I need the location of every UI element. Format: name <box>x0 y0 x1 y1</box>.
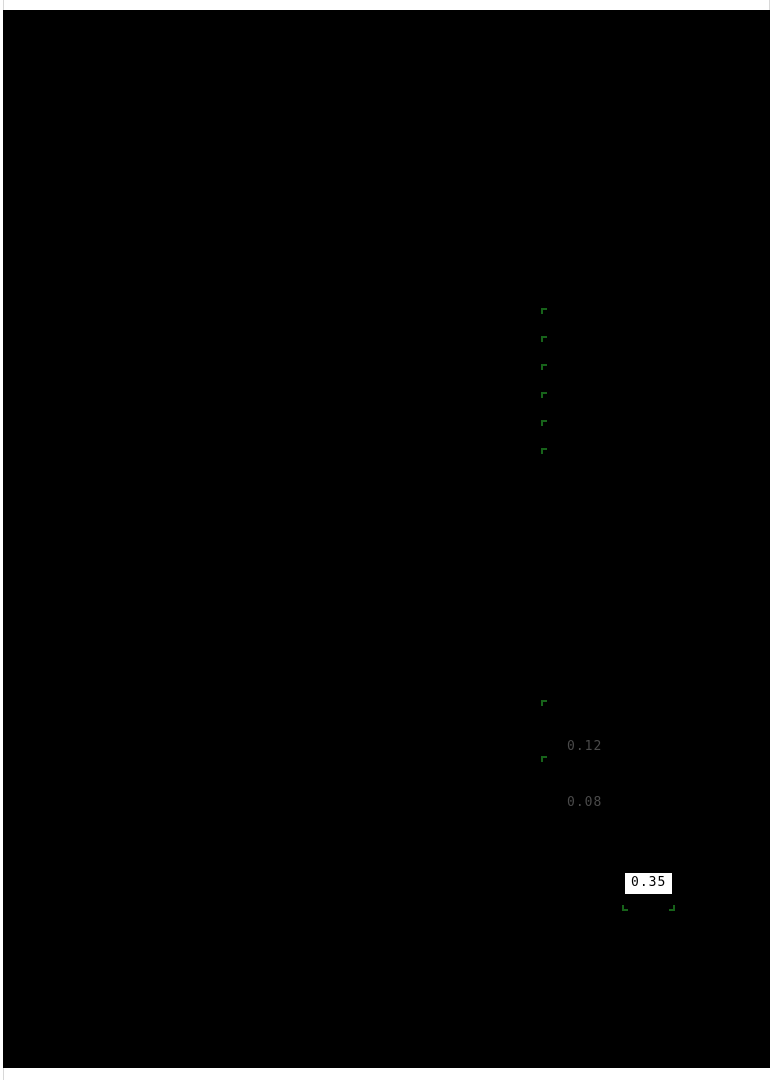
row-marker-4[interactable] <box>541 392 549 400</box>
row-marker-3[interactable] <box>541 364 549 372</box>
selection-corner-bottom-left <box>622 903 630 911</box>
row-marker-2[interactable] <box>541 336 549 344</box>
value-readout-2[interactable]: 0.08 <box>567 795 603 810</box>
value-readout-1[interactable]: 0.12 <box>567 739 603 754</box>
window-frame-top <box>0 0 773 10</box>
application-canvas[interactable] <box>3 10 770 1068</box>
row-marker-6[interactable] <box>541 448 549 456</box>
row-marker-1[interactable] <box>541 308 549 316</box>
row-marker-7[interactable] <box>541 700 549 708</box>
window-frame-bottom <box>0 1068 773 1080</box>
row-marker-5[interactable] <box>541 420 549 428</box>
value-readout-selected[interactable]: 0.35 <box>624 872 673 895</box>
row-marker-8[interactable] <box>541 756 549 764</box>
selection-corner-bottom-right <box>667 903 675 911</box>
